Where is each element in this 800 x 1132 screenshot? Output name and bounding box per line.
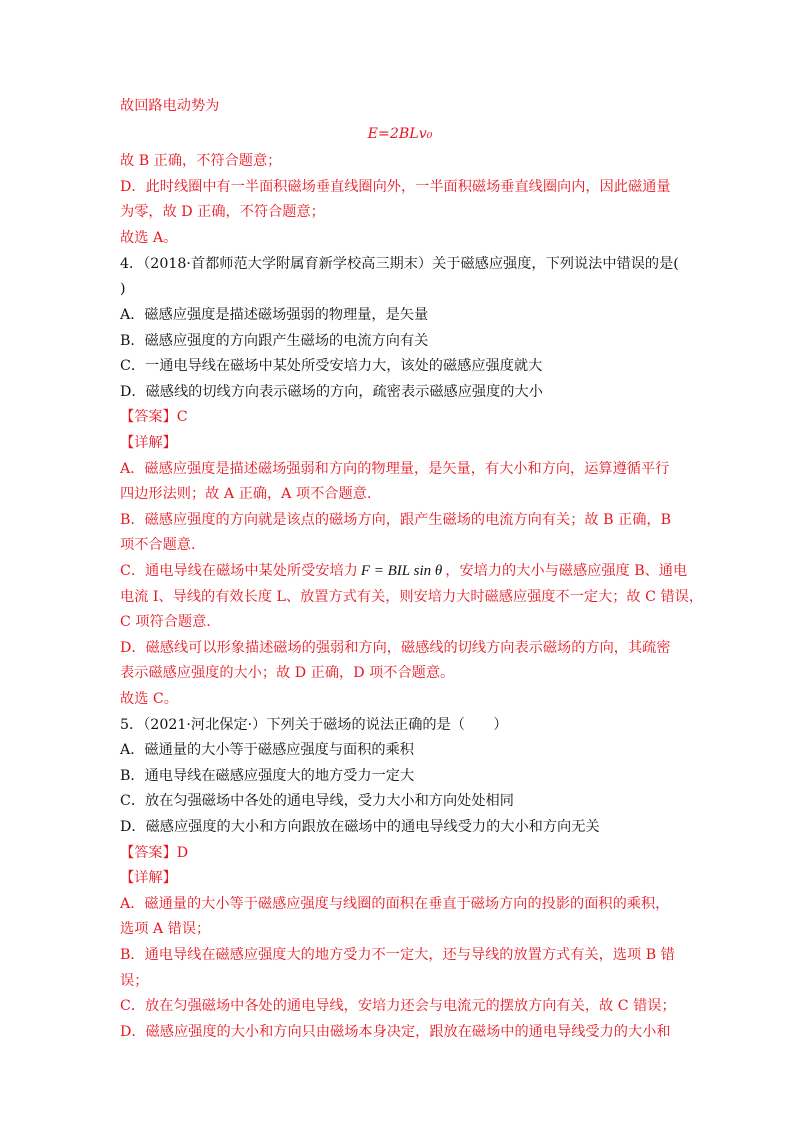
text-line: A．磁感应强度是描述磁场强弱和方向的物理量，是矢量，有大小和方向，运算遵循平行 <box>120 461 670 477</box>
question-5-option-b: B．通电导线在磁感应强度大的地方受力一定大 <box>120 768 415 784</box>
question-5-option-c: C．放在匀强磁场中各处的通电导线，受力大小和方向处处相同 <box>120 793 514 809</box>
question-4-detail-heading: 【详解】 <box>120 435 177 451</box>
text-line: 四边形法则；故 A 正确，A 项不合题意. <box>120 486 372 502</box>
text-line: A．磁通量的大小等于磁感应强度与线圈的面积在垂直于磁场方向的投影的面积的乘积， <box>120 896 670 912</box>
text-line: 表示磁感应强度的大小；故 D 正确，D 项不合题意。 <box>120 665 455 681</box>
text-line: D．此时线圈中有一半面积磁场垂直线圈向外，一半面积磁场垂直线圈向内，因此磁通量 <box>120 179 671 195</box>
question-4-option-c: C．一通电导线在磁场中某处所受安培力大，该处的磁感应强度就大 <box>120 358 543 374</box>
question-4-stem-end: ) <box>120 281 126 297</box>
question-5-stem: 5．（2021·河北保定·）下列关于磁场的说法正确的是（ ） <box>120 717 508 733</box>
question-4-stem: 4．（2018·首都师范大学附属育新学校高三期末）关于磁感应强度，下列说法中错误的是( <box>120 256 679 272</box>
text-line: C．放在匀强磁场中各处的通电导线，安培力还会与电流元的摆放方向有关，故 C 错误； <box>120 998 676 1014</box>
question-5-detail-heading: 【详解】 <box>120 870 177 886</box>
question-5-option-d: D．磁感应强度的大小和方向跟放在磁场中的通电导线受力的大小和方向无关 <box>120 819 600 835</box>
text-line: 故选 A。 <box>120 230 178 246</box>
text-line <box>120 561 687 581</box>
text-line: 选项 A 错误； <box>120 921 211 937</box>
question-4-option-b: B．磁感应强度的方向跟产生磁场的电流方向有关 <box>120 333 429 349</box>
text-line: B．通电导线在磁感应强度大的地方受力不一定大，还与导线的放置方式有关，选项 B 错 <box>120 947 675 963</box>
question-4-answer: 【答案】C <box>120 409 188 425</box>
formula-emf: E=2BLv₀ <box>367 126 433 142</box>
text-line: 为零，故 D 正确，不符合题意； <box>120 204 325 220</box>
text-line: D．磁感应强度的大小和方向只由磁场本身决定，跟放在磁场中的通电导线受力的大小和 <box>120 1024 671 1040</box>
question-4-option-a: A．磁感应强度是描述磁场强弱的物理量，是矢量 <box>120 307 429 323</box>
text-line: 电流 I、导线的有效长度 L、放置方式有关，则安培力大时磁感应强度不一定大；故 C 错误， <box>120 589 704 605</box>
text-line: 故回路电动势为 <box>120 98 220 114</box>
text-span: ，安培力的大小与磁感应强度 B、通电 <box>445 563 688 579</box>
question-4-option-d: D．磁感线的切线方向表示磁场的方向，疏密表示磁感应强度的大小 <box>120 384 543 400</box>
text-span: C．通电导线在磁场中某处所受安培力 <box>120 563 358 579</box>
text-line: D．磁感线可以形象描述磁场的强弱和方向，磁感线的切线方向表示磁场的方向，其疏密 <box>120 640 671 656</box>
text-line: 项不合题意. <box>120 537 196 553</box>
text-line: C 项符合题意. <box>120 614 211 630</box>
text-line: 误； <box>120 973 149 989</box>
text-line: B．磁感应强度的方向就是该点的磁场方向，跟产生磁场的电流方向有关；故 B 正确，B <box>120 512 672 528</box>
text-line: 故选 C。 <box>120 691 178 707</box>
formula-ampere-force: F = BIL sin θ <box>360 563 443 579</box>
question-5-answer: 【答案】D <box>120 845 189 861</box>
question-5-option-a: A．磁通量的大小等于磁感应强度与面积的乘积 <box>120 742 414 758</box>
text-line: 故 B 正确，不符合题意； <box>120 153 282 169</box>
